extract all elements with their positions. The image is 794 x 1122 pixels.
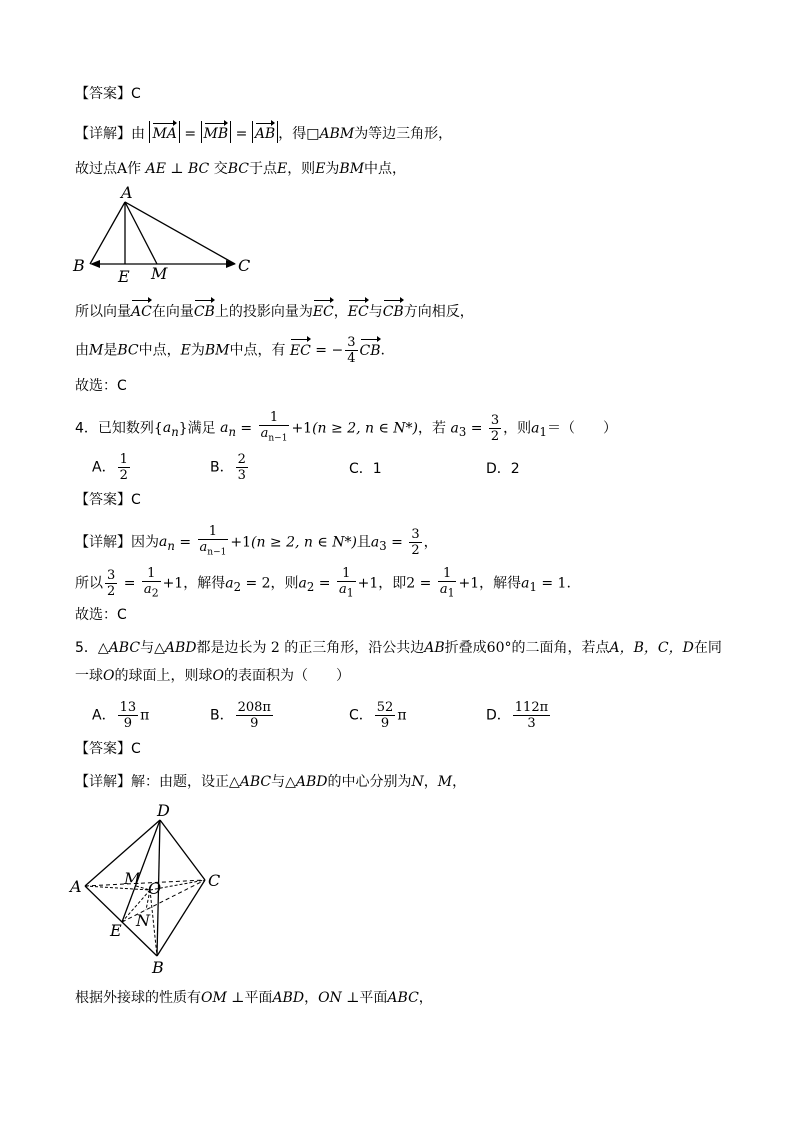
- q3-answer-line: [75, 84, 141, 104]
- label-b: B: [152, 958, 164, 977]
- answer-value: C: [131, 86, 141, 102]
- math: O: [103, 668, 115, 684]
- text: ，得: [278, 126, 307, 142]
- text: ，: [418, 990, 433, 1006]
- label-b: B: [73, 256, 85, 275]
- q3-explain-line-4: 由M是BC中点，E为BM中点，有 EC = − $\frac{3}{4}$ CB.: [75, 335, 385, 366]
- text: ，解得: [479, 575, 522, 592]
- question-number: 5．: [75, 640, 98, 656]
- text: 平面: [359, 990, 388, 1006]
- segment-ab: [90, 202, 125, 264]
- math: N: [411, 774, 424, 790]
- text: 的中心分别为: [327, 774, 412, 790]
- fraction-3-2: $\frac{3}{2}$: [490, 412, 500, 444]
- text: 方向相反，: [403, 304, 474, 320]
- label-a: A: [121, 183, 133, 202]
- text: 中点，: [364, 161, 407, 177]
- text: 中点，: [138, 342, 181, 359]
- text: ＝（ ）: [546, 420, 617, 437]
- math: BC: [117, 342, 139, 359]
- math: M: [437, 774, 453, 790]
- text: 已知数列: [97, 420, 154, 437]
- math: ON ⊥: [318, 990, 360, 1006]
- text: ，若: [418, 420, 447, 437]
- text: 的球面上，则球: [114, 668, 213, 684]
- text: 于点: [248, 161, 277, 177]
- choose-prefix: 故选：: [75, 607, 117, 623]
- choice-value: C: [117, 378, 127, 394]
- triangle-abm: □ABM: [306, 126, 355, 142]
- math: O: [212, 668, 224, 684]
- math: (n ≥ 2, n ∈ N*): [312, 420, 419, 437]
- math: AB: [424, 640, 445, 656]
- answer-value: C: [131, 492, 141, 508]
- text: 的表面积为（ ）: [223, 668, 350, 684]
- vec-cb-2: CB: [383, 298, 404, 322]
- q3-choice-line: [75, 376, 127, 396]
- text: 与: [140, 640, 155, 656]
- abs-vec-ab: AB: [252, 121, 278, 143]
- text: 上的投影向量为: [214, 304, 313, 320]
- text: 所以: [75, 575, 103, 592]
- text: ，: [452, 774, 467, 790]
- text: 为: [190, 342, 205, 359]
- vec-cb: CB: [194, 298, 215, 322]
- tetrahedron-figure: [60, 800, 240, 980]
- explain-tag: 【详解】: [75, 774, 131, 790]
- q4-explain-line-1: 【详解】因为$a_n$ = $\frac{1}{a_{n-1}}$ +1(n ≥ 2, n ∈ N*)且$a_3$ = $\frac{3}{2}$ ，: [75, 524, 438, 558]
- math: BM: [204, 342, 230, 359]
- q4-option-d[interactable]: D．2: [486, 461, 520, 477]
- explain-tag: 【详解】: [75, 534, 131, 551]
- text: 由: [131, 126, 145, 142]
- label-n: N: [136, 911, 150, 930]
- label-d: D: [157, 801, 170, 820]
- q5-option-a[interactable]: A． $\frac{13}{9}$ π: [92, 700, 150, 731]
- math: = 2: [245, 575, 271, 592]
- text: ，则: [287, 161, 316, 177]
- text: ，: [333, 304, 348, 320]
- text: 解：由题，设正: [131, 774, 229, 790]
- label-a: A: [70, 877, 82, 896]
- text: ，: [423, 774, 438, 790]
- abs-vec-mb: MB: [201, 121, 232, 143]
- q4-option-c[interactable]: C．1: [349, 461, 382, 477]
- text: 在同: [693, 640, 722, 656]
- text: ，则: [503, 420, 532, 437]
- text: 因为: [131, 534, 159, 551]
- text: 为等边三角形，: [354, 126, 453, 142]
- answer-tag: 【答案】: [75, 86, 131, 102]
- label-o: O: [148, 879, 162, 898]
- math: 60°: [486, 640, 512, 656]
- text: ，: [423, 534, 438, 551]
- label-c: C: [208, 871, 221, 890]
- math: (n ≥ 2, n ∈ N*): [251, 534, 357, 551]
- math: 2 =: [406, 575, 432, 592]
- math: BM: [339, 161, 365, 177]
- explain-tag: 【详解】: [75, 126, 131, 142]
- math: OM ⊥: [201, 990, 245, 1006]
- answer-tag: 【答案】: [75, 741, 131, 757]
- q5-stem-line-2: [75, 666, 350, 686]
- question-number: 4．: [75, 420, 98, 437]
- choose-prefix: 故选：: [75, 378, 117, 394]
- vec-ec-3: EC: [290, 337, 311, 361]
- abs-vec-ma: MA: [149, 121, 179, 143]
- math: E: [180, 342, 191, 359]
- text: ，即: [378, 575, 407, 592]
- math: M: [89, 342, 104, 359]
- vec-ac: AC: [131, 298, 152, 322]
- q5-option-b[interactable]: B． $\frac{208\pi}{9}$: [210, 700, 271, 731]
- choice-value: C: [117, 607, 127, 623]
- fraction-1-over-an-1: $\frac{1}{a_{n-1}}$: [260, 410, 288, 444]
- text: 折叠成: [444, 640, 487, 656]
- answer-tag: 【答案】: [75, 492, 131, 508]
- math: BC: [227, 161, 249, 177]
- math: AE ⊥ BC: [145, 161, 210, 177]
- edge-cb: [157, 880, 205, 956]
- text: .: [380, 342, 385, 359]
- q5-stem-line-1: [75, 638, 722, 658]
- text: 交: [213, 161, 228, 177]
- text: ，: [304, 990, 319, 1006]
- q4-stem: 4．已知数列$\{a_n\}$满足 $a_n$ = $\frac{1}{a_{n-1}}$ +1(n ≥ 2, n ∈ N*)，若 $a_3$ = $\frac{3}{2}$ ，则$a_1=$（ ）: [75, 410, 617, 447]
- math: A，B，C，D: [609, 640, 694, 656]
- answer-value: C: [131, 741, 141, 757]
- text: ，解得: [183, 575, 226, 592]
- segment-ob: [150, 890, 157, 956]
- label-m: M: [124, 869, 141, 888]
- text: 由: [75, 342, 89, 359]
- triangle-figure-1: [60, 182, 260, 287]
- text: 为: [325, 161, 340, 177]
- edge-da: [85, 820, 160, 886]
- text: 与: [368, 304, 383, 320]
- q5-explain-line-1: [75, 772, 466, 792]
- text: 且: [356, 534, 371, 551]
- q5-final-line: [75, 988, 433, 1008]
- q5-option-d[interactable]: D． $\frac{112\pi}{3}$: [486, 700, 549, 731]
- q4-option-a[interactable]: A． $\frac{1}{2}$: [92, 452, 128, 483]
- q4-option-b[interactable]: B． $\frac{2}{3}$: [210, 452, 246, 483]
- q4-answer-line: [75, 490, 141, 510]
- text: 平面: [244, 990, 273, 1006]
- math: △ABD: [285, 774, 328, 790]
- text: 是: [103, 342, 118, 359]
- text: 根据外接球的性质有: [75, 990, 201, 1006]
- text: 都是边长为 2 的正三角形，沿公共边: [196, 640, 425, 656]
- text: +1: [291, 420, 313, 437]
- text: 所以向量: [75, 304, 131, 320]
- label-e: E: [118, 267, 130, 286]
- text: .: [566, 575, 571, 592]
- q5-answer-line: [75, 739, 141, 759]
- text: 中点，有: [229, 342, 286, 359]
- math: = 1: [541, 575, 567, 592]
- math: △ABD: [154, 640, 197, 656]
- text: 故过点A作: [75, 161, 142, 177]
- math: △ABC: [229, 774, 272, 790]
- edge-dc: [160, 820, 205, 880]
- text: 在向量: [151, 304, 194, 320]
- math: E: [276, 161, 288, 177]
- math: E: [315, 161, 326, 177]
- math: ABC: [387, 990, 419, 1006]
- text: 一球: [75, 668, 103, 684]
- math: △ABC: [97, 640, 141, 656]
- math: ABD: [272, 990, 305, 1006]
- text: 的二面角，若点: [511, 640, 610, 656]
- label-e: E: [110, 921, 122, 940]
- fraction-3-4: $\frac{3}{4}$: [347, 335, 356, 366]
- vec-ec: EC: [313, 298, 334, 322]
- q3-explain-line-2: [75, 159, 406, 179]
- vec-ec-2: EC: [348, 298, 369, 322]
- text: ，则: [270, 575, 299, 592]
- label-c: C: [238, 256, 251, 275]
- text: 与: [271, 774, 286, 790]
- q3-explain-line-1: 【详解】由 MA = MB = AB ，得□ABM为等边三角形，: [75, 121, 452, 144]
- vec-cb-3: CB: [360, 337, 381, 361]
- q5-option-c[interactable]: C． $\frac{52}{9}$ π: [349, 700, 407, 731]
- q3-explain-line-3: [75, 298, 474, 322]
- q4-choice-line: [75, 605, 127, 625]
- q4-explain-line-2: 所以 $\frac{3}{2}$ = $\frac{1}{a_2}$ +1，解得$a_2 = 2$，则$a_2$ = $\frac{1}{a_1}$ +1，即2 = $\frac{1}{a_1}$ +1，解得$a_1 = 1$.: [75, 566, 571, 600]
- text: 满足: [187, 420, 216, 437]
- label-m: M: [151, 264, 168, 283]
